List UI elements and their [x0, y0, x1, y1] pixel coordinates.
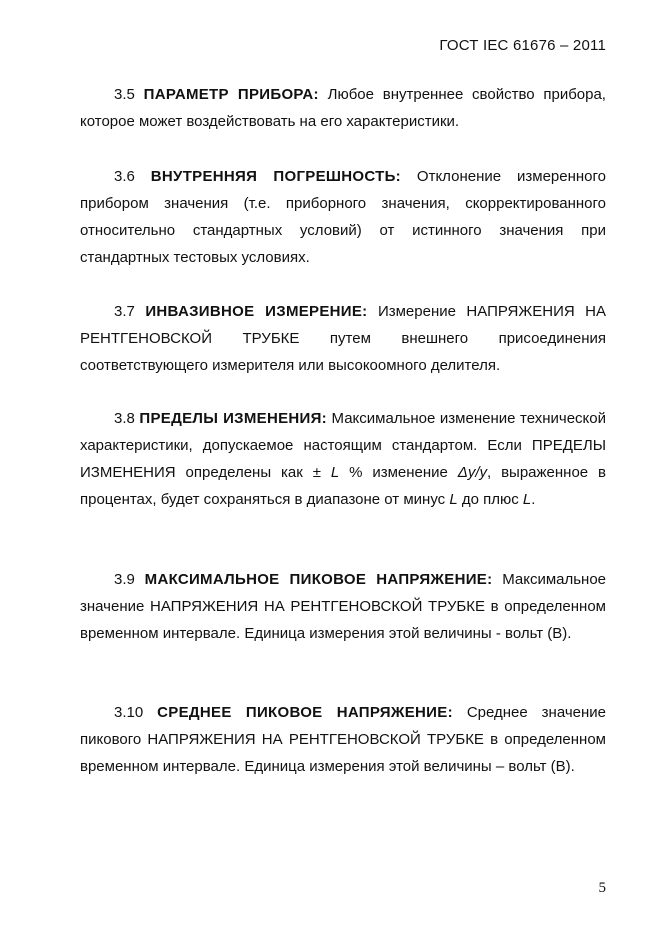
clause-number: 3.8: [114, 410, 135, 427]
variable-delta-y-over-y: Δy/y: [457, 464, 488, 481]
clause-3-10: [80, 699, 606, 780]
variable-l: L: [330, 464, 340, 481]
clause-text: Максимальное изменение технической характеристики, допускаемое настоящим стандартом. Если ПРЕДЕЛЫ ИЗМЕНЕНИЯ определены как ±: [80, 410, 606, 481]
clause-text: Измерение НАПРЯЖЕНИЯ НА РЕНТГЕНОВСКОЙ ТРУБКЕ путем внешнего присоединения соответствующего измерителя или высокоомного делителя.: [80, 303, 607, 374]
clause-text: % изменение: [349, 464, 448, 481]
clause-number: 3.10: [114, 704, 144, 721]
clause-text: Максимальное значение НАПРЯЖЕНИЯ НА РЕНТГЕНОВСКОЙ ТРУБКЕ в определенном временном интервале. Единица измерения этой величины - вольт (В).: [80, 571, 607, 642]
document-header: [439, 37, 606, 54]
clause-term: СРЕДНЕЕ ПИКОВОЕ НАПРЯЖЕНИЕ:: [157, 704, 453, 721]
clause-3-8: [80, 405, 606, 513]
clause-text: , выраженное в процентах, будет сохраняться в диапазоне от минус: [80, 464, 607, 508]
clause-text: до плюс: [461, 491, 519, 508]
clause-text: Любое внутреннее свойство прибора, которое может воздействовать на его характеристики.: [80, 86, 606, 130]
page-number: 5: [598, 880, 606, 896]
clause-term: ИНВАЗИВНОЕ ИЗМЕРЕНИЕ:: [145, 303, 368, 320]
clause-term: ПРЕДЕЛЫ ИЗМЕНЕНИЯ:: [139, 410, 327, 427]
clause-term: ВНУТРЕННЯЯ ПОГРЕШНОСТЬ:: [150, 168, 401, 185]
clause-text: Среднее значение пикового НАПРЯЖЕНИЯ НА РЕНТГЕНОВСКОЙ ТРУБКЕ в определенном временном интервале. Единица измерения этой величины – вольт (В).: [80, 704, 606, 775]
clause-3-9: [80, 566, 606, 647]
clause-text: Отклонение измеренного прибором значения (т.е. приборного значения, скорректированного относительно стандартных условий) от истинного значения при стандартных тестовых условиях.: [80, 168, 606, 266]
variable-l: L: [449, 491, 458, 508]
clause-number: 3.9: [114, 571, 135, 588]
clause-term: МАКСИМАЛЬНОЕ ПИКОВОЕ НАПРЯЖЕНИЕ:: [144, 571, 493, 588]
clause-number: 3.5: [114, 86, 135, 103]
clause-3-7: [80, 298, 606, 379]
clause-3-5: [80, 81, 606, 135]
standard-code: ГОСТ IEC 61676 – 2011: [439, 37, 606, 54]
clause-term: ПАРАМЕТР ПРИБОРА:: [143, 86, 319, 103]
variable-l: L: [522, 491, 532, 508]
clause-3-6: [80, 163, 606, 271]
clause-number: 3.7: [114, 303, 135, 320]
clause-text: .: [531, 491, 536, 508]
clause-number: 3.6: [114, 168, 135, 185]
